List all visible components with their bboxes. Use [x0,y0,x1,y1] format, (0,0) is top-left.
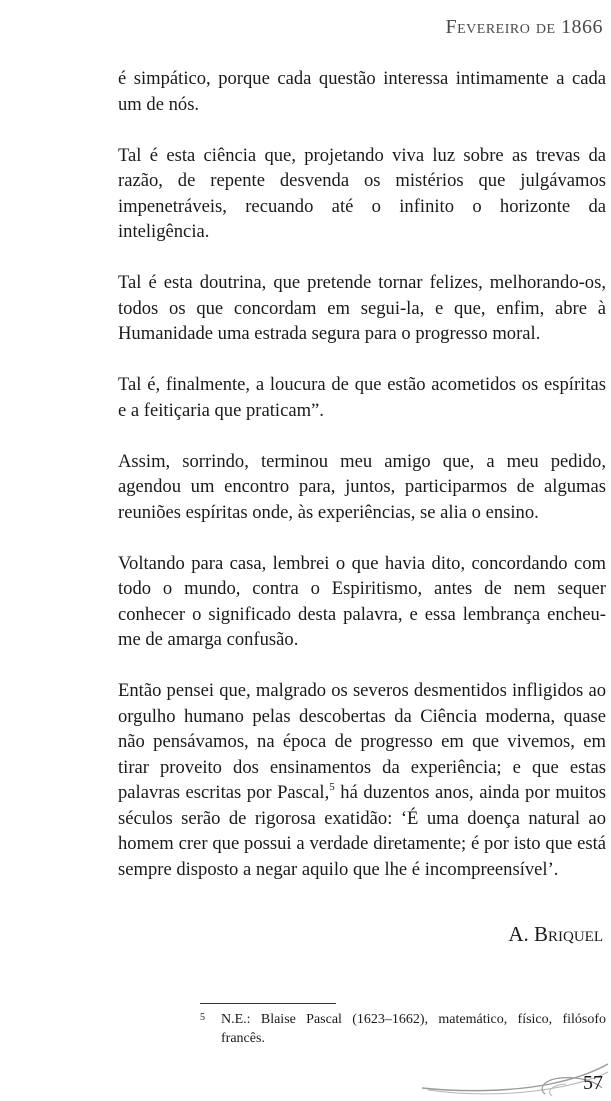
running-head: Fevereiro de 1866 [445,16,603,38]
paragraph: é simpático, porque cada questão interessa intimamente a cada um de nós. [118,68,606,115]
paragraph-text-part: Então pensei que, malgrado os severos desmentidos infligidos ao orgulho humano pelas descobertas da Ciência moderna, quase não pensávamos, na época de progresso em que vivemos, em tirar proveito dos ensinamentos da experiência; e que estas palavras escritas por Pascal, [118,680,606,803]
footnote [200,1010,606,1048]
footnote-marker: 5 [200,1012,205,1023]
footnote-reference[interactable]: 5 [329,780,335,793]
paragraph: Voltando para casa, lembrei o que havia dito, concordando com todo o mundo, contra o Espiritismo, antes de nem sequer conhecer o significado desta palavra, e essa lembrança encheu-me de amarga confusão. [118,552,606,650]
body-text [118,66,606,908]
paragraph: Tal é esta ciência que, projetando viva luz sobre as trevas da razão, de repente desvenda os mistérios que julgávamos impenetráveis, recuando até o infinito o horizonte da inteligência. [118,144,606,242]
page-number: 57 [583,1072,603,1094]
paragraph-text-part: há duzentos anos, ainda por muitos séculos serão de rigorosa exatidão: ‘É uma doença natural ao homem crer que possui a verdade diretamente; é por isto que está sempre disposto a negar aquilo que lhe é incompreensível’. [118,782,606,880]
paragraph: Assim, sorrindo, terminou meu amigo que, a meu pedido, agendou um encontro para, juntos, participarmos de algumas reuniões espíritas onde, às experiências, se alia o ensino. [118,450,606,523]
paragraph: Tal é, finalmente, a loucura de que estão acometidos os espíritas e a feitiçaria que praticam”. [118,374,606,421]
footnote-text: N.E.: Blaise Pascal (1623–1662), matemático, físico, filósofo francês. [221,1012,606,1046]
footnote-divider [200,1003,336,1004]
author-signature: A. Briquel [508,922,603,946]
paragraph-with-footnote [118,678,606,882]
paragraph: Tal é esta doutrina, que pretende tornar felizes, melhorando-os, todos os que concordam em segui-la, e que, enfim, abre à Humanidade uma estrada segura para o progresso moral. [118,272,606,344]
